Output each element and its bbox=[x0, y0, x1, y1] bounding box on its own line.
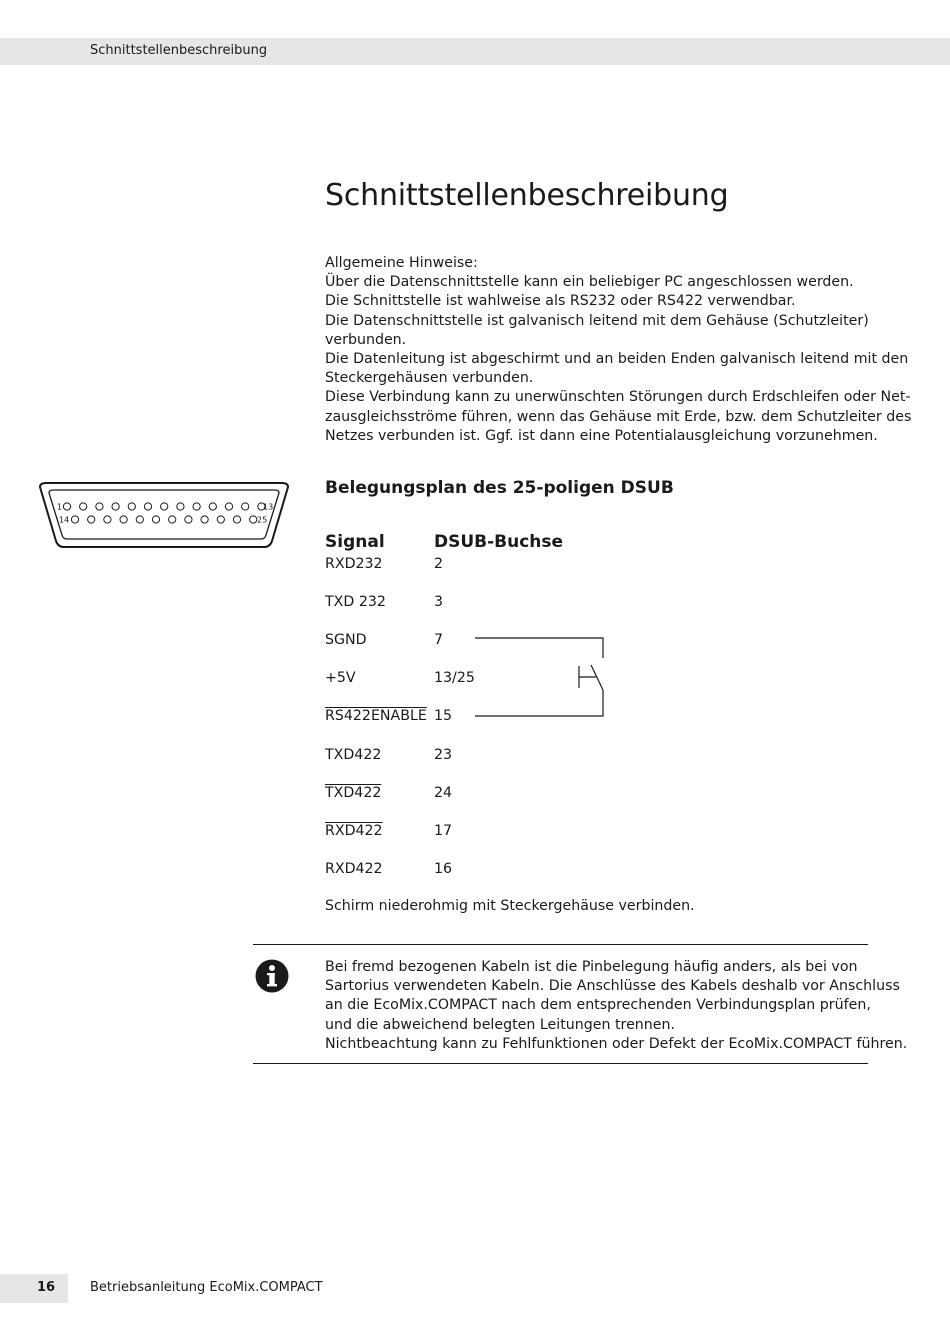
signal-name: RS422ENABLE bbox=[325, 708, 427, 724]
pin-label-1: 1 bbox=[57, 502, 63, 512]
column-header-signal: Signal bbox=[325, 532, 385, 552]
pin-row-top bbox=[63, 503, 265, 510]
pin-hole bbox=[225, 503, 232, 510]
notice-line: Bei fremd bezogenen Kabeln ist die Pinbelegung häufig anders, als bei von bbox=[325, 959, 858, 975]
signal-name: +5V bbox=[325, 670, 356, 686]
pin-number: 16 bbox=[434, 861, 453, 877]
intro-line: Netzes verbunden ist. Ggf. ist dann eine Potentialausgleichung vorzunehmen. bbox=[325, 427, 878, 444]
shield-note: Schirm niederohmig mit Steckergehäuse verbinden. bbox=[325, 898, 695, 914]
pin-hole bbox=[144, 503, 151, 510]
enable-switch-diagram bbox=[472, 632, 612, 722]
notice-line: Nichtbeachtung kann zu Fehlfunktionen oder Defekt der EcoMix.COMPACT führen. bbox=[325, 1035, 908, 1052]
pin-hole bbox=[217, 516, 224, 523]
pin-hole bbox=[88, 516, 95, 523]
pin-number: 2 bbox=[434, 556, 444, 572]
pin-hole bbox=[96, 503, 103, 510]
pin-label-14: 14 bbox=[59, 515, 70, 525]
table-row bbox=[0, 822, 950, 842]
pin-hole bbox=[152, 516, 159, 523]
pin-hole bbox=[112, 503, 119, 510]
pin-hole bbox=[209, 503, 216, 510]
running-header: Schnittstellenbeschreibung bbox=[90, 43, 268, 58]
intro-line: zausgleichsströme führen, wenn das Gehäuse mit Erde, bzw. dem Schutzleiter des bbox=[325, 408, 912, 425]
signal-name: RXD422 bbox=[325, 861, 383, 877]
signal-name: SGND bbox=[325, 632, 367, 648]
pin-row-bottom bbox=[71, 516, 256, 523]
footer-title: Betriebsanleitung EcoMix.COMPACT bbox=[90, 1280, 323, 1295]
signal-name: TXD422 bbox=[325, 785, 382, 801]
page-number-box bbox=[0, 1274, 68, 1303]
table-row bbox=[0, 746, 950, 766]
intro-line: verbunden. bbox=[325, 331, 407, 348]
pin-hole bbox=[233, 516, 240, 523]
divider bbox=[253, 1063, 868, 1064]
pin-hole bbox=[169, 516, 176, 523]
pin-label-25: 25 bbox=[257, 515, 268, 525]
info-icon bbox=[255, 959, 289, 993]
pin-hole bbox=[177, 503, 184, 510]
pin-hole bbox=[185, 516, 192, 523]
intro-line: Über die Datenschnittstelle kann ein beliebiger PC angeschlossen werden. bbox=[325, 274, 854, 291]
notice-text bbox=[325, 958, 908, 1054]
signal-name: TXD422 bbox=[325, 747, 382, 763]
pin-hole bbox=[250, 516, 257, 523]
page-number: 16 bbox=[37, 1280, 56, 1295]
table-row bbox=[0, 555, 950, 575]
table-row bbox=[0, 860, 950, 880]
pin-hole bbox=[201, 516, 208, 523]
intro-line: Die Datenschnittstelle ist galvanisch leitend mit dem Gehäuse (Schutzleiter) bbox=[325, 312, 869, 329]
pin-hole bbox=[71, 516, 78, 523]
pin-hole bbox=[80, 503, 87, 510]
notice-line: an die EcoMix.COMPACT nach dem entsprechenden Verbindungsplan prüfen, bbox=[325, 997, 871, 1014]
intro-line: Diese Verbindung kann zu unerwünschten Störungen durch Erdschleifen oder Net- bbox=[325, 389, 911, 406]
intro-line: Allgemeine Hinweise: bbox=[325, 255, 478, 271]
pin-hole bbox=[161, 503, 168, 510]
pin-hole bbox=[193, 503, 200, 510]
notice-line: Sartorius verwendeten Kabeln. Die Anschlüsse des Kabels deshalb vor Anschluss bbox=[325, 978, 900, 995]
pin-number: 13/25 bbox=[434, 670, 475, 686]
pin-hole bbox=[120, 516, 127, 523]
intro-line: Die Schnittstelle ist wahlweise als RS232 oder RS422 verwendbar. bbox=[325, 293, 796, 310]
pin-hole bbox=[104, 516, 111, 523]
page-title: Schnittstellenbeschreibung bbox=[325, 178, 729, 213]
pin-number: 7 bbox=[434, 632, 444, 648]
notice-line: und die abweichend belegten Leitungen trennen. bbox=[325, 1016, 676, 1033]
pin-number: 23 bbox=[434, 747, 453, 763]
pin-number: 24 bbox=[434, 785, 453, 801]
pin-number: 3 bbox=[434, 594, 444, 610]
dsub-connector-illustration bbox=[36, 481, 292, 551]
intro-line: Die Datenleitung ist abgeschirmt und an beiden Enden galvanisch leitend mit den bbox=[325, 351, 909, 368]
divider bbox=[253, 944, 868, 945]
signal-name: RXD232 bbox=[325, 556, 383, 572]
column-header-dsub: DSUB-Buchse bbox=[434, 532, 564, 552]
table-row bbox=[0, 784, 950, 804]
signal-name: RXD422 bbox=[325, 823, 383, 839]
pin-hole bbox=[128, 503, 135, 510]
pin-hole bbox=[63, 503, 70, 510]
pin-hole bbox=[242, 503, 249, 510]
signal-name: TXD 232 bbox=[325, 594, 386, 610]
pinout-heading: Belegungsplan des 25-poligen DSUB bbox=[325, 478, 674, 498]
pin-label-13: 13 bbox=[263, 502, 274, 512]
intro-text bbox=[325, 254, 912, 446]
pin-number: 15 bbox=[434, 708, 453, 724]
intro-line: Steckergehäusen verbunden. bbox=[325, 370, 534, 387]
pin-hole bbox=[136, 516, 143, 523]
pin-number: 17 bbox=[434, 823, 453, 839]
table-row bbox=[0, 593, 950, 613]
